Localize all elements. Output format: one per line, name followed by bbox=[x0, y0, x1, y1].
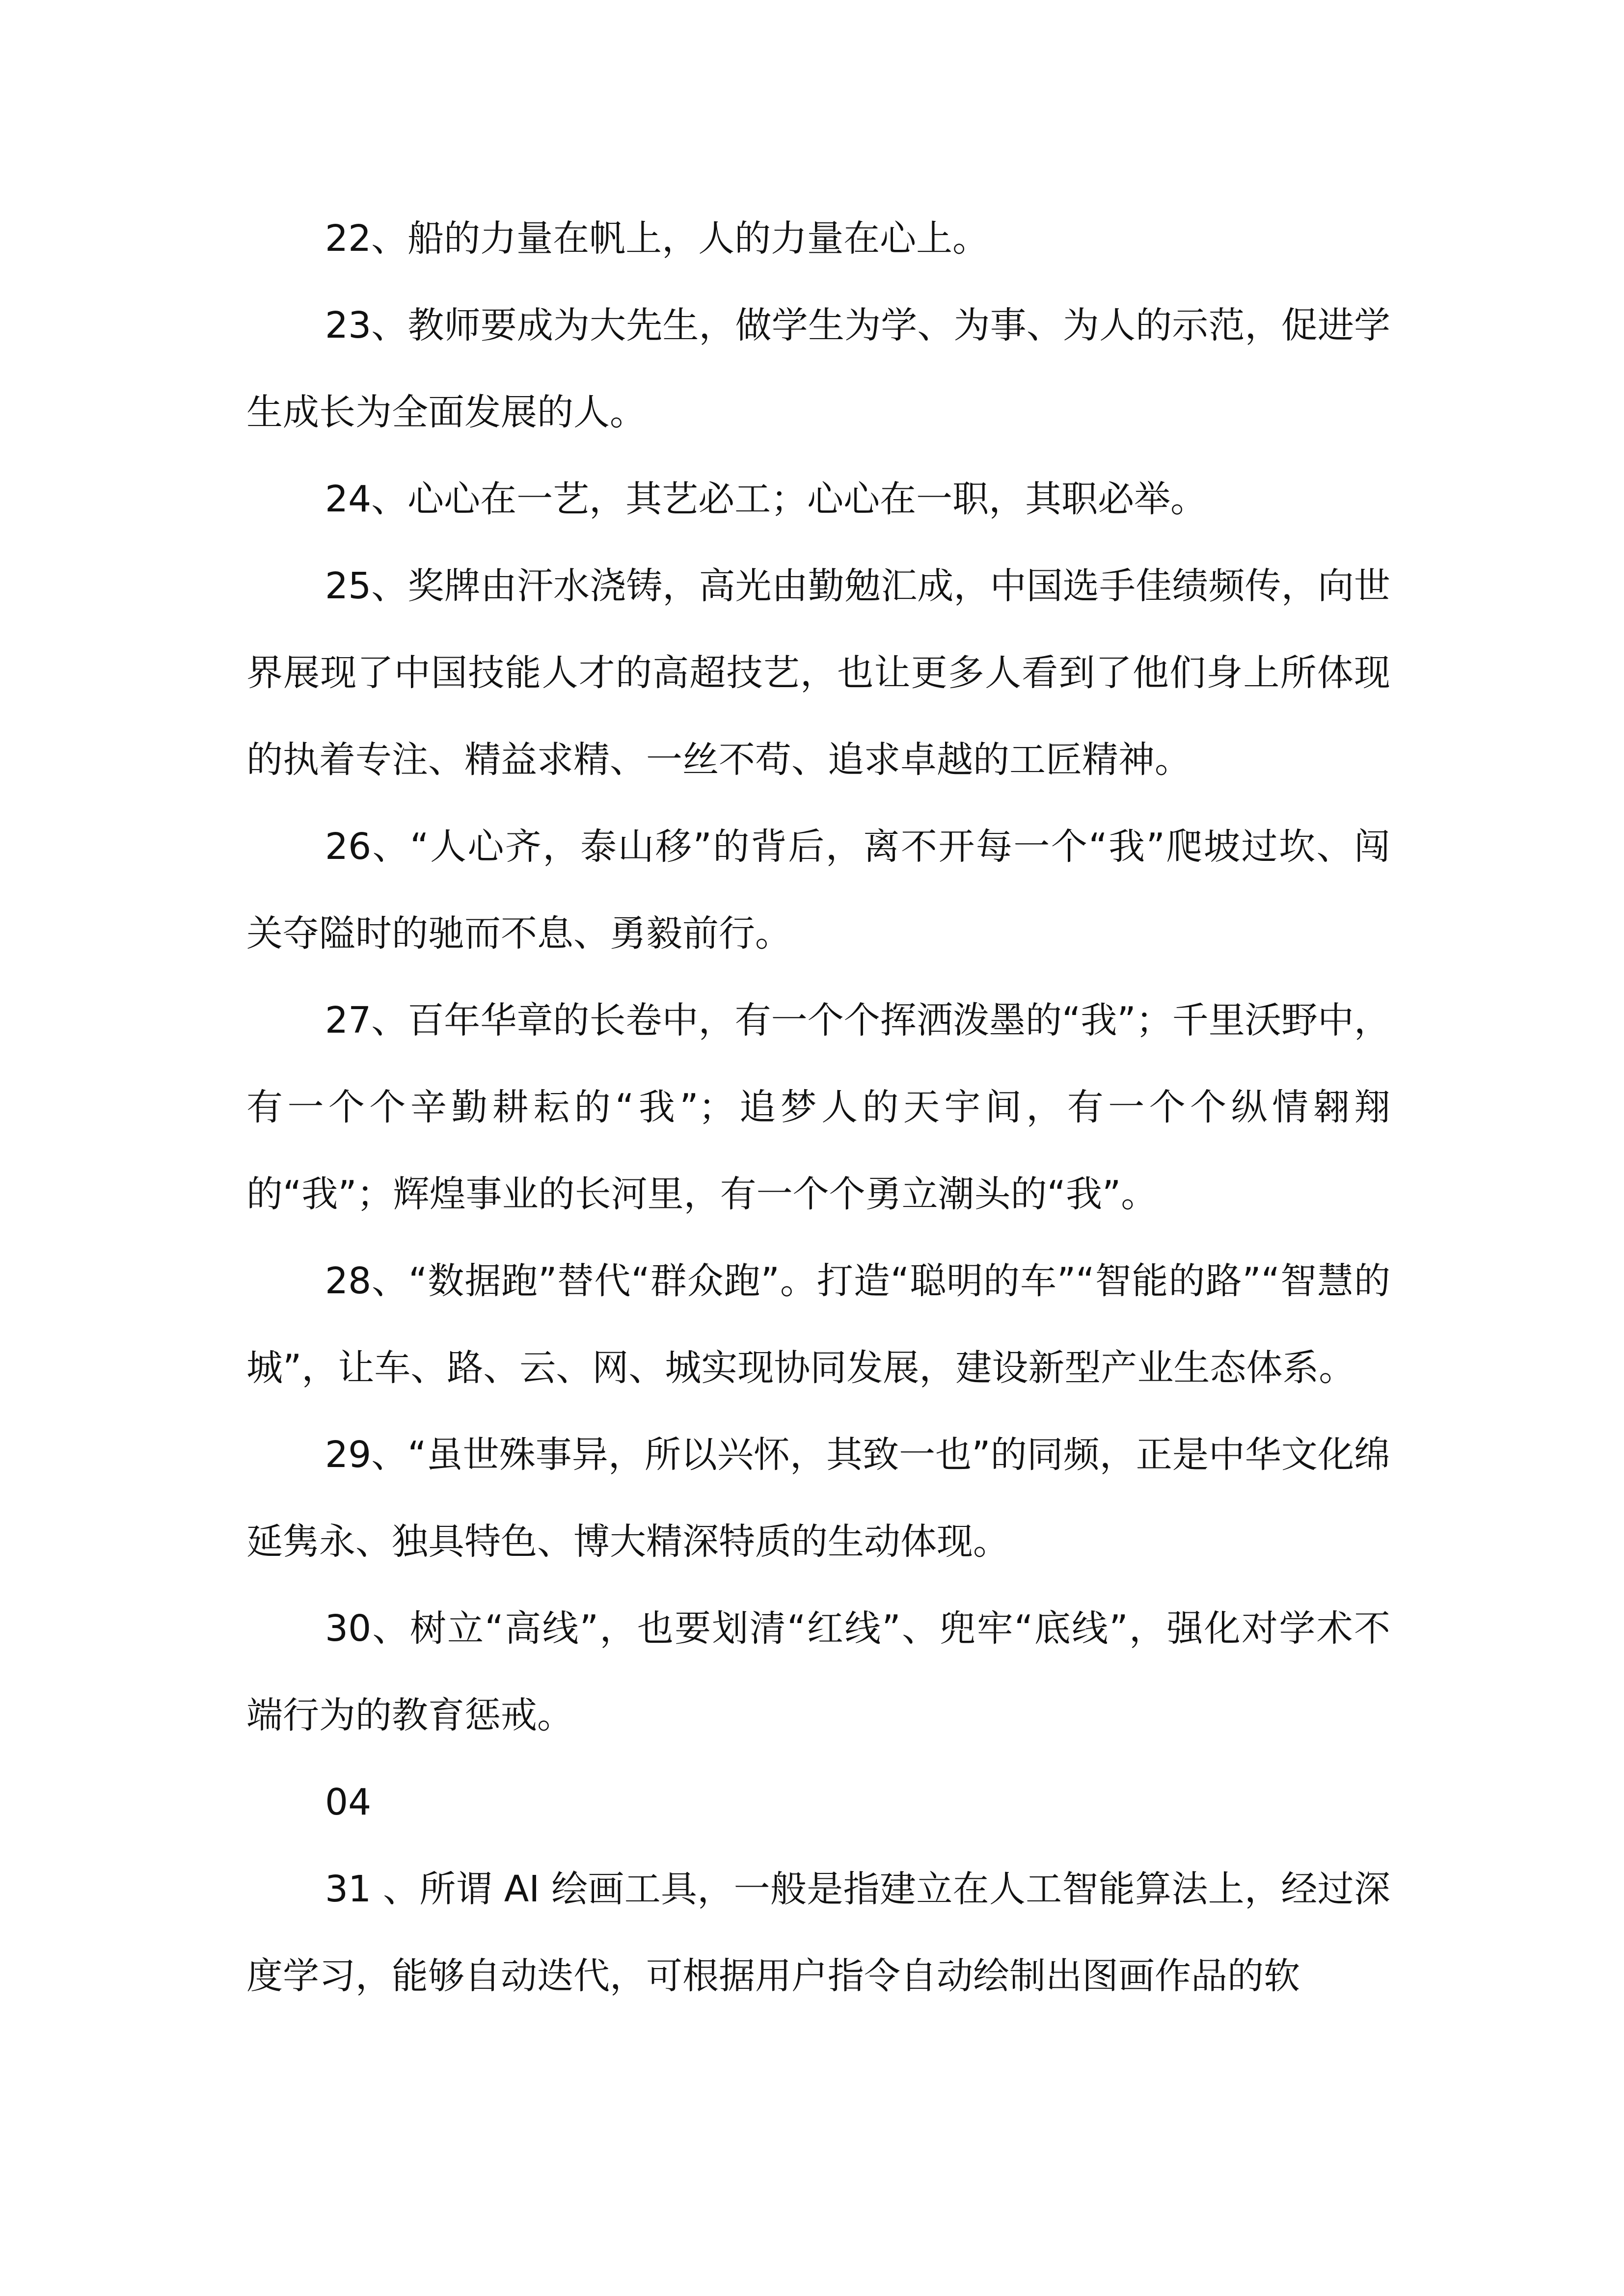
paragraph-25: 25、奖牌由汗水浇铸，高光由勤勉汇成，中国选手佳绩频传，向世界展现了中国技能人才的高超技艺，也让更多人看到了他们身上所体现的执着专注、精益求精、一丝不苟、追求卓越的工匠精神。 bbox=[246, 565, 1390, 781]
document-body bbox=[246, 195, 1390, 2020]
section-number: 04 bbox=[325, 1781, 372, 1823]
paragraph-23: 23、教师要成为大先生，做学生为学、为事、为人的示范，促进学生成长为全面发展的人。 bbox=[246, 304, 1390, 433]
paragraph-22: 22、船的力量在帆上，人的力量在心上。 bbox=[325, 217, 989, 260]
paragraph-27: 27、百年华章的长卷中，有一个个挥洒泼墨的“我”；千里沃野中，有一个个辛勤耕耘的“我”；追梦人的天宇间，有一个个纵情翱翔的“我”；辉煌事业的长河里，有一个个勇立潮头的“我”。 bbox=[246, 999, 1390, 1215]
paragraph-26: 26、“人心齐，泰山移”的背后，离不开每一个“我”爬坡过坎、闯关夺隘时的驰而不息、勇毅前行。 bbox=[246, 826, 1390, 955]
paragraph-29: 29、“虽世殊事异，所以兴怀，其致一也”的同频，正是中华文化绵延隽永、独具特色、博大精深特质的生动体现。 bbox=[246, 1434, 1390, 1563]
paragraph-31: 31 、所谓 AI 绘画工具，一般是指建立在人工智能算法上，经过深度学习，能够自动迭代，可根据用户指令自动绘制出图画作品的软 bbox=[246, 1868, 1390, 1997]
paragraph-24: 24、心心在一艺，其艺必工；心心在一职，其职必举。 bbox=[325, 478, 1207, 520]
paragraph-28: 28、“数据跑”替代“群众跑”。打造“聪明的车”“智能的路”“智慧的城”，让车、路、云、网、城实现协同发展，建设新型产业生态体系。 bbox=[246, 1260, 1390, 1389]
paragraph-30: 30、树立“高线”，也要划清“红线”、兜牢“底线”，强化对学术不端行为的教育惩戒。 bbox=[246, 1607, 1390, 1736]
